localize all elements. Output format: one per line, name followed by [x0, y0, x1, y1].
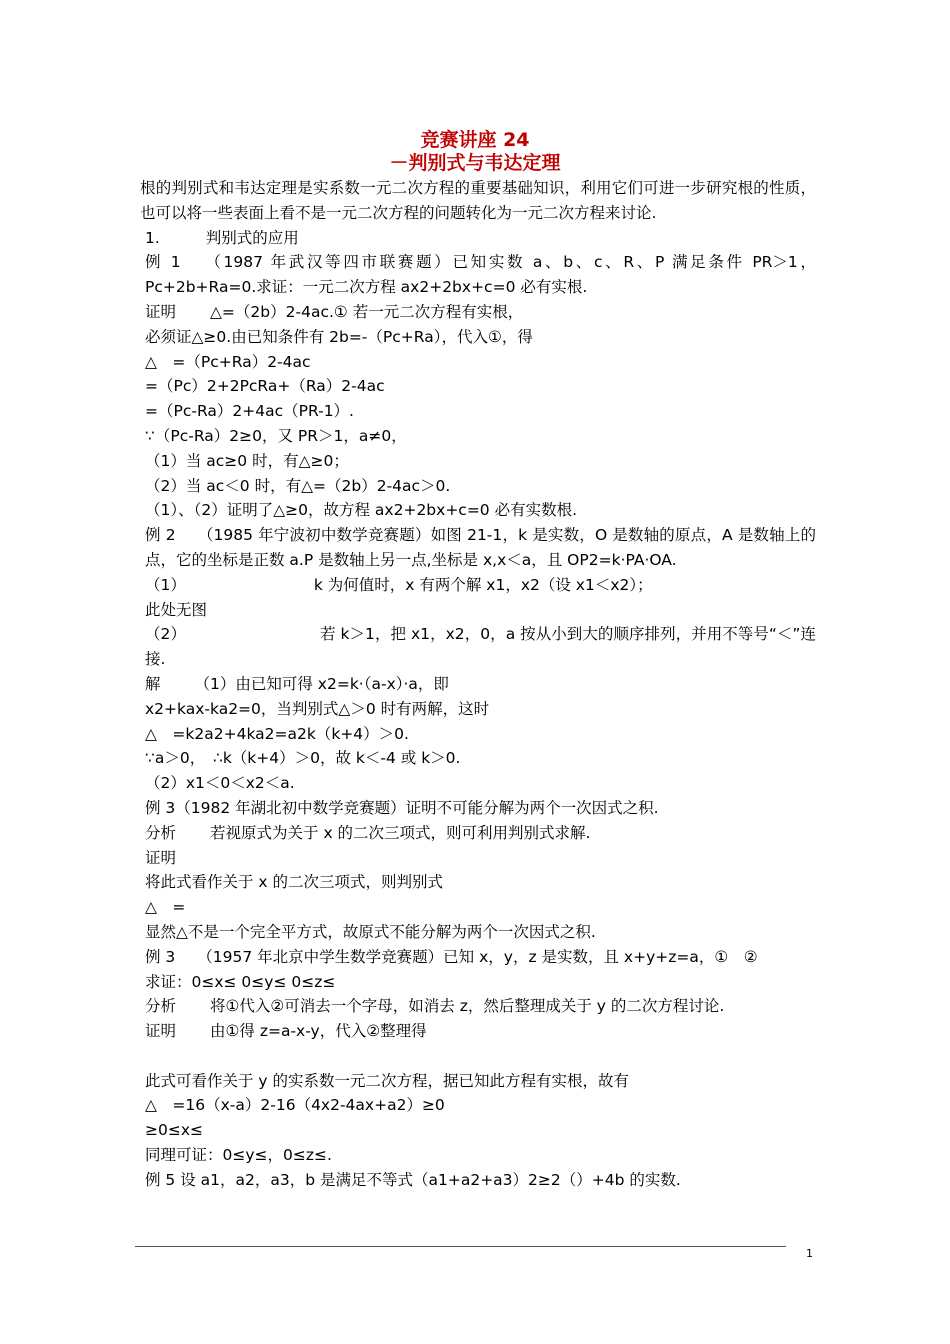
example-1-label: 例 1: [145, 253, 181, 272]
text-line: （1）、（2）证明了△≥0，故方程 ax2+2bx+c=0 必有实数根.: [145, 501, 578, 520]
question-number: （2）: [145, 625, 186, 644]
example-1-proof-line: [140, 300, 816, 325]
example-3b-label: 例 3: [145, 947, 176, 966]
example-3a-analysis: [140, 821, 816, 846]
text-line: △ =（Pc+Ra）2-4ac: [145, 352, 311, 371]
example-2-question-1: [140, 573, 816, 598]
text-line: 必须证△≥0.由已知条件有 2b=-（Pc+Ra），代入①，得: [145, 327, 533, 346]
question-number: （1）: [145, 575, 186, 594]
text-line: （1）当 ac≥0 时，有△≥0；: [145, 451, 349, 470]
text-line: △ =16（x-a）2-16（4x2-4ax+a2）≥0: [145, 1096, 445, 1115]
example-5-statement: 例 5 设 a1，a2，a3，b 是满足不等式（a1+a2+a3）2≥2（）+4b 的实数.: [145, 1170, 681, 1189]
example-3a-proof-label: 证明: [145, 848, 177, 867]
no-figure-note: 此处无图: [145, 600, 208, 619]
text-line: 同理可证：0≤y≤，0≤z≤.: [145, 1146, 332, 1165]
page-number: 1: [806, 1247, 813, 1260]
text-line: 将此式看作关于 x 的二次三项式，则判别式: [145, 873, 444, 892]
analysis-text: 若视原式为关于 x 的二次三项式，则可利用判别式求解.: [210, 823, 591, 842]
text-line: （2）当 ac＜0 时，有△=（2b）2-4ac＞0.: [145, 476, 451, 495]
text-line: =（Pc）2+2PcRa+（Ra）2-4ac: [145, 377, 385, 396]
analysis-label: 分析: [145, 823, 177, 842]
example-3a-statement: 例 3（1982 年湖北初中数学竞赛题）证明不可能分解为两个一次因式之积.: [145, 798, 659, 817]
text-line: 显然△不是一个完全平方式，故原式不能分解为两个一次因式之积.: [145, 922, 596, 941]
text-line: （2）x1＜0＜x2＜a.: [145, 774, 295, 793]
example-3b-proof: [140, 1019, 816, 1044]
example-1-statement: [140, 250, 816, 300]
title-line-2: －判别式与韦达定理: [389, 152, 561, 174]
text-line: ∵（Pc-Ra）2≥0，又 PR＞1，a≠0，: [145, 426, 407, 445]
proof-text: 由①得 z=a-x-y，代入②整理得: [210, 1022, 427, 1041]
section-heading: [140, 226, 816, 251]
solution-label: 解: [145, 674, 161, 693]
example-1-proof-label: 证明: [145, 302, 177, 321]
example-2-text: （1985 年宁波初中数学竞赛题）如图 21-1，k 是实数，O 是数轴的原点，A 是数轴上的点，它的坐标是正数 a.P 是数轴上另一点,坐标是 x,x＜a，且 OP2=k·PA·OA.: [145, 526, 816, 569]
example-2-statement: [140, 523, 816, 573]
example-3b-statement: [140, 945, 816, 970]
intro-paragraph: 根的判别式和韦达定理是实系数一元二次方程的重要基础知识，利用它们可进一步研究根的性质，也可以将一些表面上看不是一元二次方程的问题转化为一元二次方程来讨论.: [140, 179, 816, 222]
text-line: ∵a＞0， ∴k（k+4）＞0，故 k＜-4 或 k＞0.: [145, 749, 461, 768]
title-line-1: 竞赛讲座 24: [420, 129, 530, 151]
example-2-label: 例 2: [145, 526, 176, 545]
example-1-text: （1987 年武汉等四市联赛题）已知实数 a、b、c、R、P 满足条件 PR＞1，Pc+2b+Ra=0.求证：一元二次方程 ax2+2bx+c=0 必有实根.: [145, 253, 816, 297]
section-number: 1.: [145, 228, 160, 247]
example-2-question-2: [140, 622, 816, 672]
text-line: △ =k2a2+4ka2=a2k（k+4）＞0.: [145, 724, 409, 743]
example-1-proof-text: △=（2b）2-4ac.① 若一元二次方程有实根，: [210, 302, 524, 321]
question-text: 若 k＞1，把 x1，x2，0，a 按从小到大的顺序排列，并用不等号“＜”连接.: [145, 625, 816, 669]
text-line: ≥0≤x≤: [145, 1121, 203, 1140]
proof-label: 证明: [145, 1022, 177, 1041]
example-3b-text: （1957 年北京中学生数学竞赛题）已知 x，y，z 是实数，且 x+y+z=a，① ②: [197, 947, 758, 966]
analysis-text: 将①代入②可消去一个字母，如消去 z，然后整理成关于 y 的二次方程讨论.: [210, 997, 725, 1016]
example-3b-prove: 求证：0≤x≤ 0≤y≤ 0≤z≤: [145, 972, 336, 991]
text-line: =（Pc-Ra）2+4ac（PR-1）.: [145, 402, 354, 421]
solution-text: （1）由已知可得 x2=k·（a-x）·a，即: [194, 674, 449, 693]
footer-divider: [135, 1246, 786, 1247]
section-text: 判别式的应用: [205, 228, 299, 247]
example-3b-analysis: [140, 994, 816, 1019]
example-2-solution-line: [140, 672, 816, 697]
text-line: △ =: [145, 898, 186, 917]
text-line: x2+kax-ka2=0，当判别式△＞0 时有两解，这时: [145, 699, 490, 718]
blank-line: [140, 1044, 816, 1069]
analysis-label: 分析: [145, 997, 177, 1016]
question-text: k 为何值时，x 有两个解 x1，x2（设 x1＜x2）；: [313, 575, 653, 594]
text-line: 此式可看作关于 y 的实系数一元二次方程，据已知此方程有实根，故有: [145, 1071, 630, 1090]
document-body: [140, 176, 816, 1193]
